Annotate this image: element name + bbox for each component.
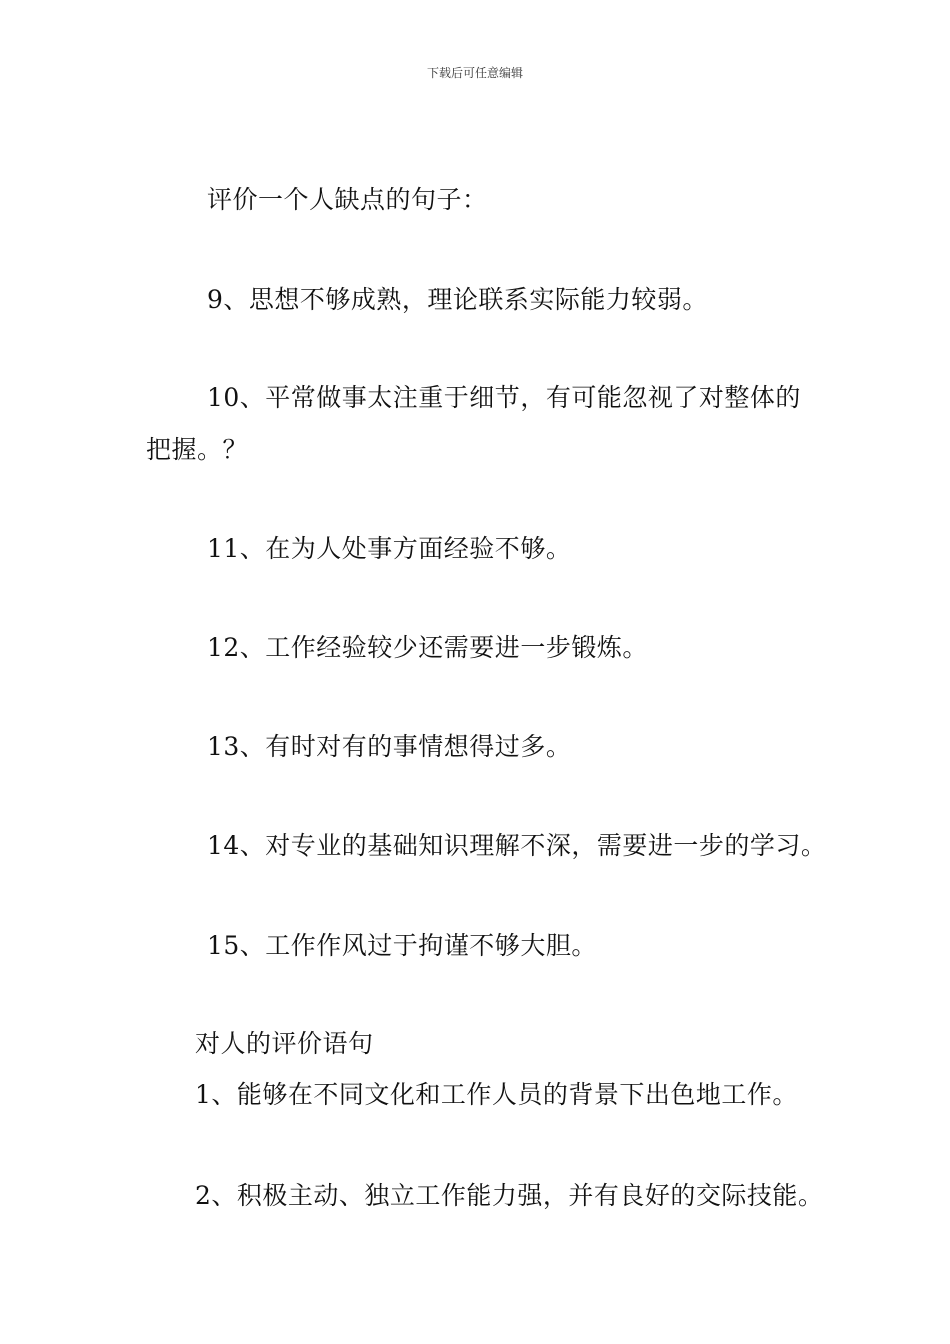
list-item: 15、工作作风过于拘谨不够大胆。 — [207, 931, 597, 960]
list-item: 10、平常做事太注重于细节，有可能忽视了对整体的 — [207, 383, 801, 412]
list-item: 1、能够在不同文化和工作人员的背景下出色地工作。 — [195, 1080, 798, 1109]
list-item: 2、积极主动、独立工作能力强，并有良好的交际技能。 — [195, 1181, 824, 1210]
list-item-continuation: 把握。？ — [146, 435, 249, 464]
section-heading: 评价一个人缺点的句子： — [207, 185, 488, 214]
list-item: 14、对专业的基础知识理解不深，需要进一步的学习。 — [207, 831, 827, 860]
list-item: 9、思想不够成熟，理论联系实际能力较弱。 — [207, 285, 708, 314]
page-header: 下载后可任意编辑 — [426, 66, 523, 80]
list-item: 11、在为人处事方面经验不够。 — [207, 534, 572, 563]
list-item: 12、工作经验较少还需要进一步锻炼。 — [207, 633, 648, 662]
list-item: 13、有时对有的事情想得过多。 — [207, 732, 572, 761]
section-heading: 对人的评价语句 — [195, 1029, 374, 1058]
